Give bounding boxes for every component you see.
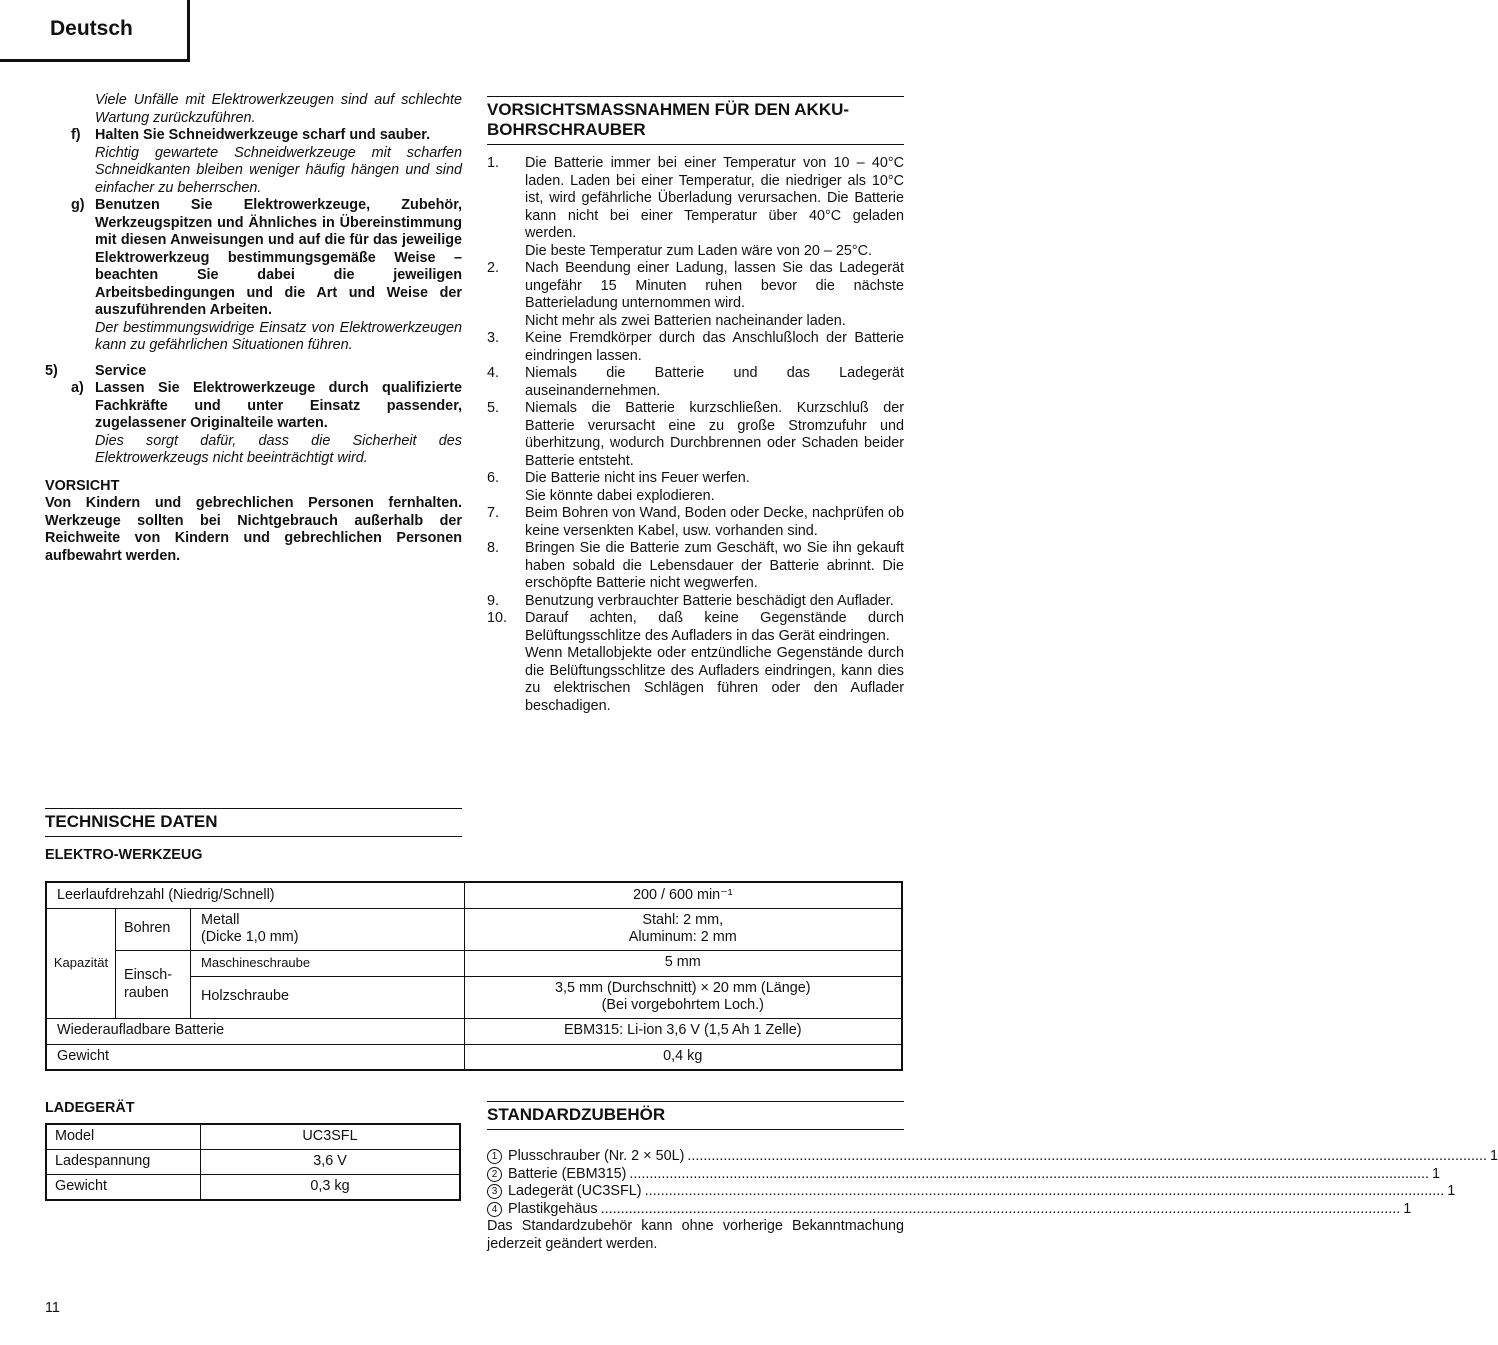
machine-screw-value: 5 mm [464,950,902,976]
accessory-item [487,1183,1456,1201]
accessory-text: Plusschrauber (Nr. 2 × 50L) [508,1148,685,1164]
rule-f [45,127,462,197]
service-section [45,363,462,381]
charger-table [45,1123,461,1201]
precaution-number: 10. [487,610,508,626]
rule-f-bold: Halten Sie Schneidwerkzeuge scharf und sauber. [95,127,431,143]
intro-text: Viele Unfälle mit Elektrowerkzeugen sind auf schlechte Wartung zurückzuführen. [95,92,462,126]
accessory-qty: 1 [1490,1148,1498,1164]
charger-value: 0,3 kg [201,1175,461,1201]
noload-label: Leerlaufdrehzahl (Niedrig/Schnell) [46,882,464,908]
accessory-number: 1 [487,1149,502,1164]
service-a-italic: Dies sorgt dafür, dass die Sicherheit des Elektrowerkzeugs nicht beeinträchtigt wird. [95,432,462,466]
charger-row [46,1175,460,1201]
drilling-label: Bohren [116,908,191,950]
machine-screw-label: Maschineschraube [191,950,465,976]
charger-heading: LADEGERÄT [45,1100,135,1116]
caution-title: VORSICHT [45,477,120,494]
accessories-heading: STANDARDZUBEHÖR [487,1101,904,1130]
charger-value: 3,6 V [201,1150,461,1175]
precaution-item [487,330,904,365]
precaution-item [487,505,904,540]
precaution-text: Bringen Sie die Batterie zum Geschäft, wo Sie ihn gekauft haben sobald die Lebensdauer der Batterie abrinnt. Die erschöpfte Batterie nicht wegwerfen. [525,540,904,591]
charger-value: UC3SFL [201,1124,461,1150]
accessory-item [487,1165,1441,1184]
service-title: Service [95,362,147,379]
language-label: Deutsch [50,17,133,40]
precaution-number: 7. [487,505,500,521]
rule-g-bold: Benutzen Sie Elektrowerkzeuge, Zubehör, Werkzeugspitzen und Ähnliches in Übereinstimmung mit diesen Anweisungen und auf die für das jeweilige Elektrowerkzeug bestimmungsgemäße Weise – beachten Sie dabei die jeweiligen Arbeitsbedingungen und die Art und Weise der auszuführenden Arbeiten. [95,197,462,318]
precaution-number: 8. [487,540,500,556]
rule-g [45,197,462,355]
precaution-number: 2. [487,260,500,276]
precaution-item [487,155,904,260]
wood-screw-value-2: (Bei vorgebohrtem Loch.) [601,997,764,1013]
metal-thickness: (Dicke 1,0 mm) [201,929,299,945]
weight-label: Gewicht [46,1044,464,1070]
precaution-text: Darauf achten, daß keine Gegenstände durch Belüftungsschlitze des Aufladers in das Gerät eindringen. [525,610,904,644]
service-label: 5) [45,362,58,379]
charger-label: Ladespannung [46,1150,201,1175]
metal-values [464,908,902,950]
accessory-qty: 1 [1403,1200,1412,1217]
precaution-number: 5. [487,400,500,416]
accessory-number: 2 [487,1167,502,1182]
precautions-list [487,155,904,715]
leader-dots: ........................................................................................................................................................................................................ [687,1148,1488,1164]
rule-f-italic: Richtig gewartete Schneidwerkzeuge mit scharfen Schneidkanten bleiben weniger häufig hängen und sind einfacher zu beherrschen. [95,144,462,196]
accessory-item [487,1200,1412,1219]
capacity-label: Kapazität [46,908,116,1018]
tech-heading-block [45,808,462,865]
rule-g-label: g) [71,197,85,213]
wood-screw-label: Holzschraube [191,976,465,1018]
accessory-qty: 1 [1432,1165,1441,1182]
accessories-list [487,1148,1498,1218]
precaution-item [487,593,904,611]
rule-g-italic: Der bestimmungswidrige Einsatz von Elektrowerkzeugen kann zu gefährlichen Situationen führen. [95,319,462,353]
accessory-number: 4 [487,1202,502,1217]
leader-dots: ........................................................................................................................................................................................................ [600,1200,1401,1217]
accessory-text: Plastikgehäus [508,1200,598,1217]
precaution-text: Die beste Temperatur zum Laden wäre von 20 – 25°C. [525,242,873,259]
tech-subheading: ELEKTRO-WERKZEUG [45,847,203,863]
wood-screw-values [464,976,902,1018]
precaution-text: Niemals die Batterie kurzschließen. Kurzschluß der Batterie verursacht eine zu große Stromzufuhr und überhitzung, wodurch Durchbrennen oder Schaden beider Batterie entsteht. [525,400,904,469]
precaution-item [487,610,904,715]
charger-row [46,1150,460,1175]
precaution-item [487,365,904,400]
precaution-number: 9. [487,592,500,609]
language-tab [0,0,190,62]
precaution-number: 4. [487,365,500,381]
precaution-text: Sie könnte dabei explodieren. [525,487,715,504]
metal-label: Metall [201,912,240,928]
accessory-text: Ladegerät (UC3SFL) [508,1183,642,1199]
precaution-text: Beim Bohren von Wand, Boden oder Decke, nachprüfen ob keine versenkten Kabel, usw. vorhanden sind. [525,505,904,539]
precaution-text: Die Batterie nicht ins Feuer werfen. [525,470,750,486]
tech-heading: TECHNISCHE DATEN [45,808,462,837]
accessory-number: 3 [487,1184,502,1199]
left-column [45,92,462,565]
driving-label: Einsch- rauben [116,950,191,1018]
accessories-note: Das Standardzubehör kann ohne vorherige Bekanntmachung jederzeit geändert werden. [487,1218,904,1252]
precaution-item [487,470,904,505]
battery-label: Wiederaufladbare Batterie [46,1018,464,1044]
charger-label: Gewicht [46,1175,201,1201]
charger-row [46,1124,460,1150]
precaution-text: Benutzung verbrauchter Batterie beschädigt den Auflader. [525,592,894,609]
charger-label: Model [46,1124,201,1150]
aluminum-value: Aluminum: 2 mm [628,929,737,945]
leader-dots: ........................................................................................................................................................................................................ [629,1165,1430,1182]
precaution-text: Nicht mehr als zwei Batterien nacheinander laden. [525,312,846,329]
metal-cell [191,908,465,950]
weight-value: 0,4 kg [464,1044,902,1070]
tech-table [45,881,903,1071]
noload-value: 200 / 600 min⁻¹ [464,882,902,908]
page-number: 11 [45,1300,60,1316]
accessories-block [487,1101,1498,1253]
caution-text: Von Kindern und gebrechlichen Personen fernhalten. Werkzeuge sollten bei Nichtgebrauch außerhalb der Reichweite von Kindern und gebrechlichen Personen aufbewahrt werden. [45,495,462,564]
precaution-item [487,260,904,330]
service-a-label: a) [71,380,84,396]
battery-value: EBM315: Li-ion 3,6 V (1,5 Ah 1 Zelle) [464,1018,902,1044]
precaution-item [487,400,904,470]
precaution-text: Niemals die Batterie und das Ladegerät auseinandernehmen. [525,365,904,399]
accessory-item [487,1148,1498,1166]
precaution-item [487,540,904,593]
precaution-text: Nach Beendung einer Ladung, lassen Sie das Ladegerät ungefähr 15 Minuten ruhen bevor die nächste Batterieladung unternommen wird. [525,260,904,311]
precaution-text: Keine Fremdkörper durch das Anschlußloch der Batterie eindringen lassen. [525,330,904,364]
service-a [45,380,462,468]
precaution-number: 3. [487,330,500,346]
precaution-text: Wenn Metallobjekte oder entzündliche Gegenstände durch die Belüftungsschlitze des Aufladers eindringen, kann dies zu elektrischen Schlägen führen oder den Auflader beschadigen. [525,645,904,714]
precautions-heading: VORSICHTSMASSNAHMEN FÜR DEN AKKU-BOHRSCHRAUBER [487,96,904,145]
wood-screw-value-1: 3,5 mm (Durchschnitt) × 20 mm (Länge) [554,980,811,996]
service-a-bold: Lassen Sie Elektrowerkzeuge durch qualifizierte Fachkräfte und unter Einsatz passender, zugelassener Originalteile warten. [95,380,462,431]
steel-value: Stahl: 2 mm, [642,912,724,928]
accessory-qty: 1 [1447,1183,1456,1199]
precaution-text: Die Batterie immer bei einer Temperatur von 10 – 40°C laden. Laden bei einer Temperatur, die niedriger als 10°C ist, wird gefährliche Überladung verursachen. Die Batterie kann nicht bei einer Temperatur über 40°C geladen werden. [525,155,904,241]
precaution-number: 6. [487,470,500,486]
precaution-number: 1. [487,155,500,171]
rule-f-label: f) [71,127,81,143]
accessory-text: Batterie (EBM315) [508,1165,627,1182]
leader-dots: ........................................................................................................................................................................................................ [644,1183,1445,1199]
right-column [487,96,904,715]
